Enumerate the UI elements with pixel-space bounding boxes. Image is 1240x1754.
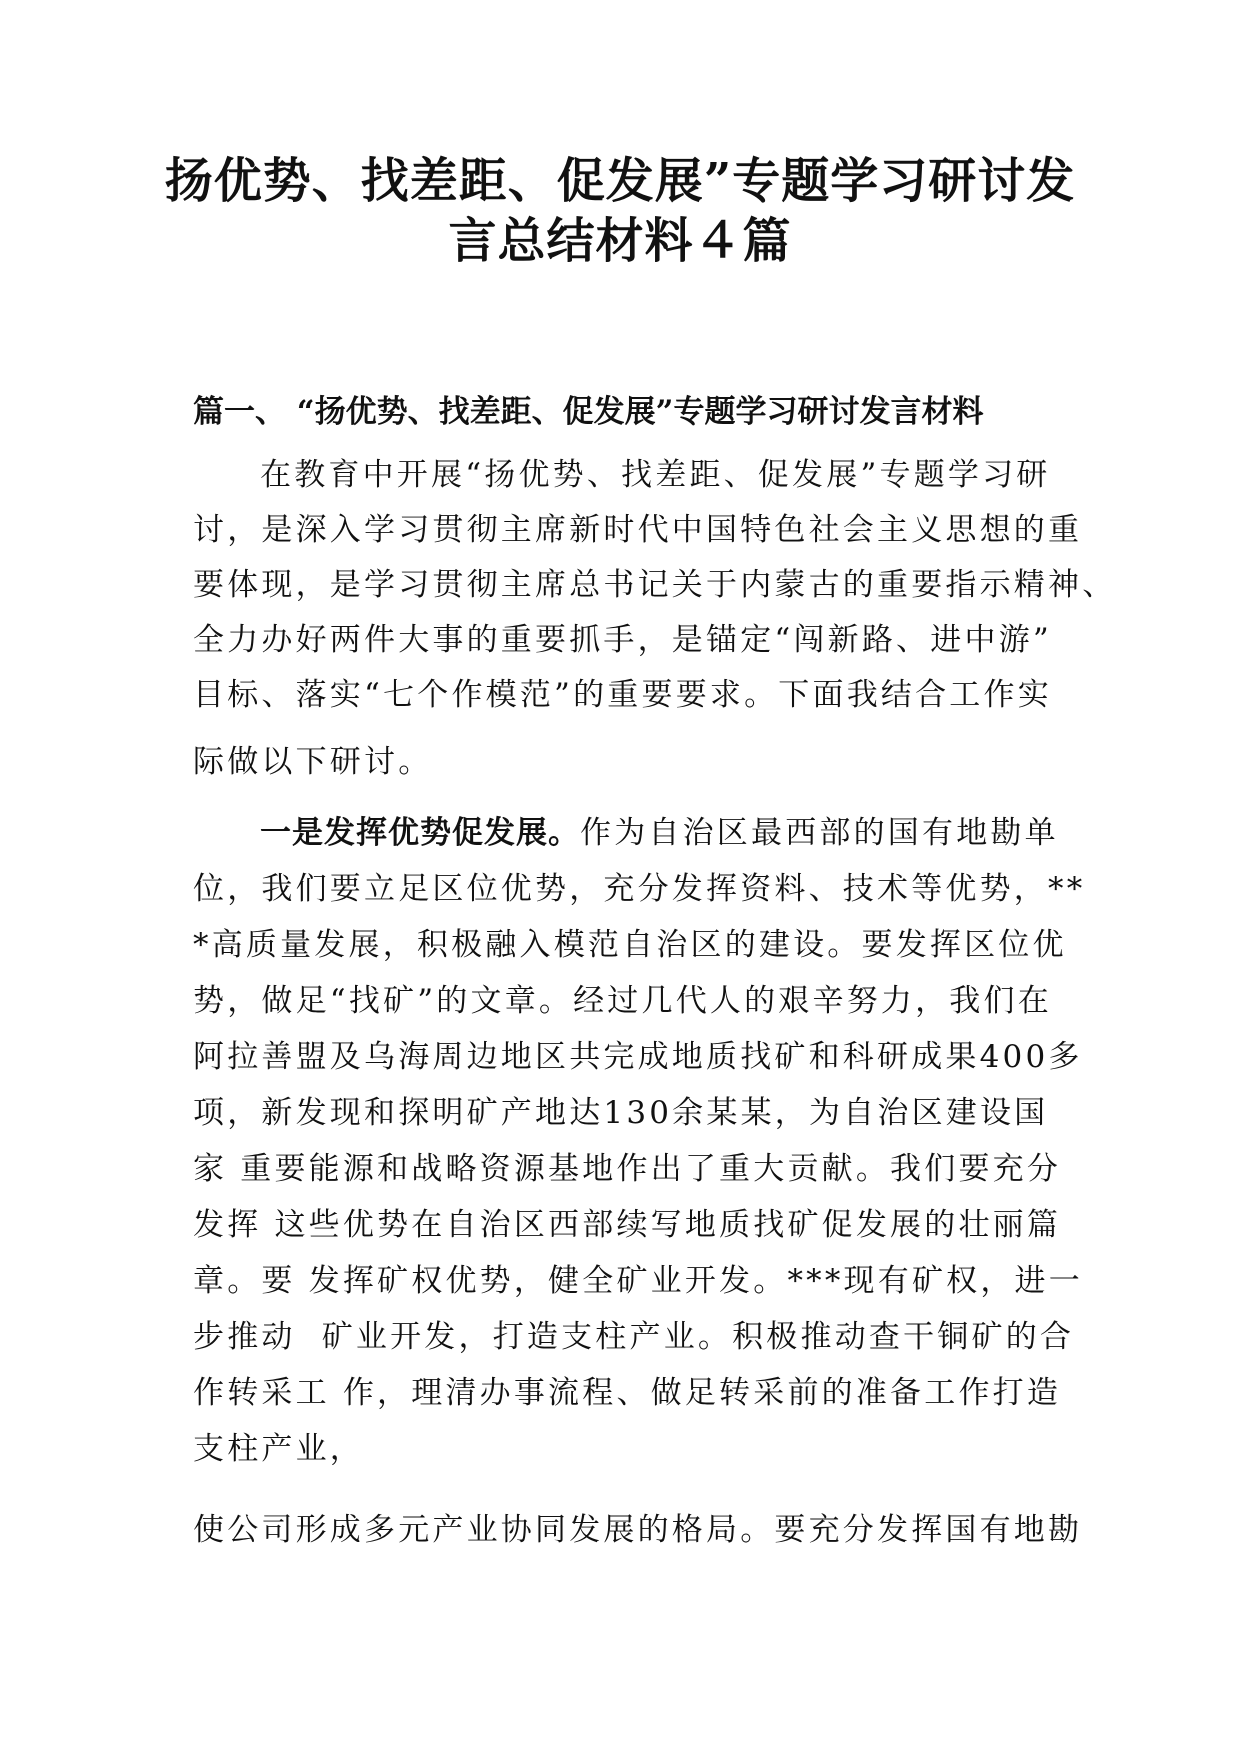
paragraph2-first-line	[260, 813, 1059, 853]
paragraph1-line: 全力办好两件大事的重要抓手，是锚定“闯新路、进中游”	[193, 622, 1052, 658]
paragraph1-line: 在教育中开展“扬优势、找差距、促发展”专题学习研	[260, 457, 1051, 493]
paragraph1-line: 讨，是深入学习贯彻主席新时代中国特色社会主义思想的重	[193, 512, 1083, 548]
document-title-line-2: 言总结材料４篇	[448, 213, 792, 269]
paragraph2-line: 势，做足“找矿”的文章。经过几代人的艰辛努力，我们在	[193, 983, 1052, 1019]
paragraph1-line: 目标、落实“七个作模范”的重要要求。下面我结合工作实	[193, 677, 1052, 713]
section-heading: 篇一、 “扬优势、找差距、促发展”专题学习研讨发言材料	[193, 394, 984, 430]
paragraph2-line: 家 重要能源和战略资源基地作出了重大贡献。我们要充分	[193, 1151, 1062, 1187]
paragraph2-line: 阿拉善盟及乌海周边地区共完成地质找矿和科研成果400多	[193, 1039, 1083, 1075]
paragraph1-line: 际做以下研讨。	[193, 744, 433, 780]
paragraph2-line: 项，新发现和探明矿产地达130余某某，为自治区建设国	[193, 1095, 1049, 1131]
paragraph2-line: *高质量发展，积极融入模范自治区的建设。要发挥区位优	[193, 927, 1067, 963]
paragraph2-line: 支柱产业，	[193, 1431, 364, 1467]
paragraph2-lead: 一是发挥优势促发展。	[260, 815, 580, 851]
paragraph2-line: 发挥 这些优势在自治区西部续写地质找矿促发展的壮丽篇	[193, 1207, 1062, 1243]
paragraph3-line: 使公司形成多元产业协同发展的格局。要充分发挥国有地勘	[193, 1512, 1083, 1548]
paragraph2-line: 步推动 矿业开发，打造支柱产业。积极推动查干铜矿的合	[193, 1319, 1075, 1355]
paragraph2-first-rest: 作为自治区最西部的国有地勘单	[580, 815, 1059, 851]
document-title-line-1: 扬优势、找差距、促发展”专题学习研讨发	[164, 153, 1076, 209]
paragraph2-line: 位，我们要立足区位优势，充分发挥资料、技术等优势，**	[193, 871, 1086, 907]
paragraph1-line: 要体现，是学习贯彻主席总书记关于内蒙古的重要指示精神、	[193, 567, 1117, 603]
paragraph2-line: 章。要 发挥矿权优势，健全矿业开发。***现有矿权，进一	[193, 1263, 1083, 1299]
paragraph2-line: 作转采工 作，理清办事流程、做足转采前的准备工作打造	[193, 1375, 1062, 1411]
